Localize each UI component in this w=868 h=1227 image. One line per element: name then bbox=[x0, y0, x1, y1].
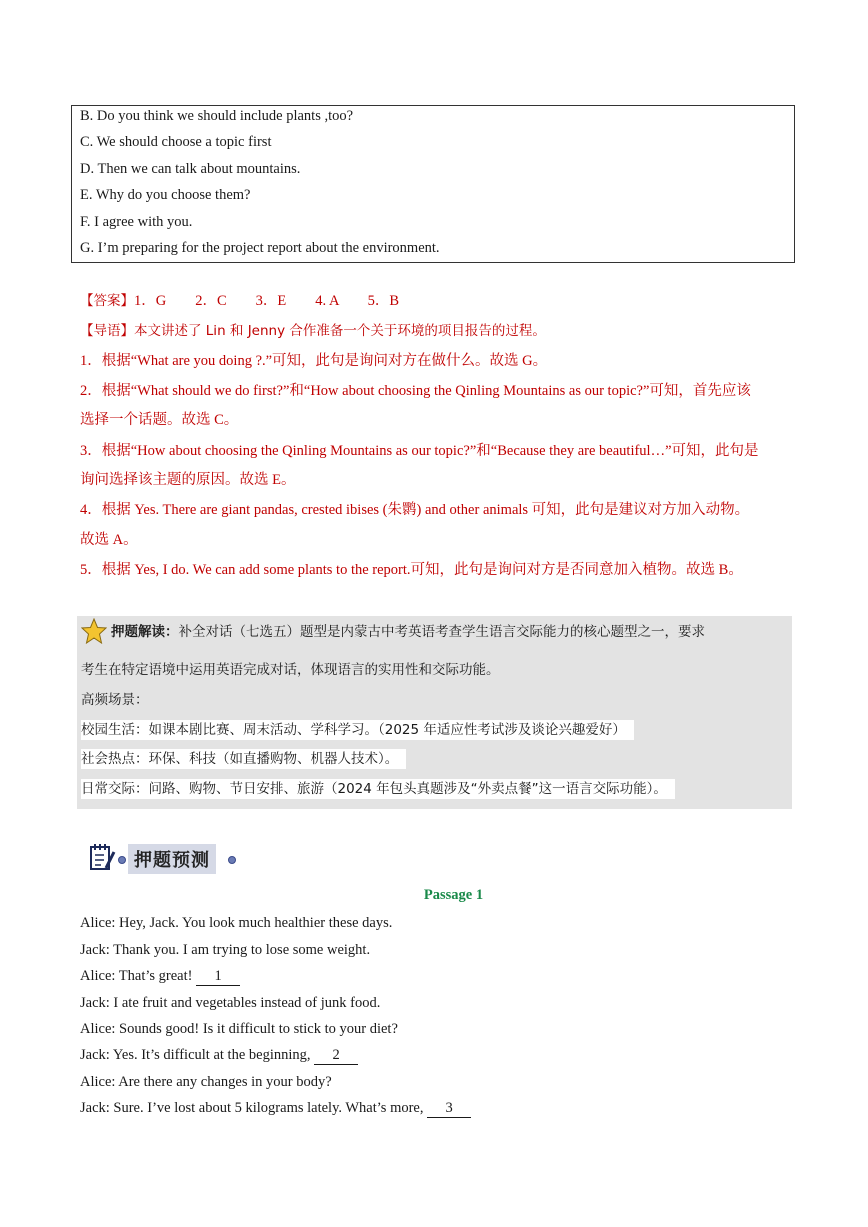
analysis-box bbox=[77, 616, 792, 809]
explanation-2-cont: 选择一个话题。故选 C。 bbox=[80, 412, 239, 428]
guide-line bbox=[80, 321, 546, 341]
blank-2[interactable]: 2 bbox=[314, 1046, 358, 1065]
dialogue-line: Alice: Sounds good! Is it difficult to stick to your diet? bbox=[80, 1021, 398, 1037]
prediction-label: 押题预测 bbox=[128, 844, 216, 874]
explanation-4: 4．根据 Yes. There are giant pandas, crested ibises (朱鹮) and other animals 可知，此句是建议对方加入动物。 bbox=[80, 502, 750, 518]
analysis-title: 押题解读： bbox=[111, 624, 179, 640]
guide-text: 本文讲述了 Lin 和 Jenny 合作准备一个关于环境的项目报告的过程。 bbox=[134, 323, 546, 339]
scene-social: 社会热点：环保、科技（如直播购物、机器人技术）。 bbox=[81, 749, 406, 769]
scene-campus: 校园生活：如课本剧比赛、周末活动、学科学习。（2025 年适应性考试涉及谈论兴趣爱好） bbox=[81, 720, 634, 740]
dialogue-line: Alice: Hey, Jack. You look much healthier these days. bbox=[80, 915, 393, 931]
answer-label: 【答案】 bbox=[80, 293, 134, 309]
option-g: G. I’m preparing for the project report about the environment. bbox=[80, 240, 440, 256]
explanation-1: 1．根据“What are you doing ?.”可知，此句是询问对方在做什么。故选 G。 bbox=[80, 353, 548, 369]
bullet-dot-left bbox=[118, 856, 126, 864]
scenes-label: 高频场景： bbox=[81, 692, 149, 708]
dialogue-line: Jack: Thank you. I am trying to lose some weight. bbox=[80, 942, 371, 958]
dialogue-line: Alice: That’s great! 1 bbox=[80, 967, 240, 986]
analysis-first-line bbox=[111, 622, 705, 642]
star-icon bbox=[81, 618, 107, 644]
options-box bbox=[71, 105, 795, 263]
blank-1[interactable]: 1 bbox=[196, 967, 240, 986]
guide-label: 【导语】 bbox=[80, 323, 134, 339]
notepad-icon bbox=[88, 842, 118, 872]
answer-items: 1．G 2．C 3．E 4. A 5．B bbox=[134, 293, 400, 309]
explanation-5: 5．根据 Yes, I do. We can add some plants to the report.可知，此句是询问对方是否同意加入植物。故选 B。 bbox=[80, 562, 743, 578]
dialogue-line: Alice: Are there any changes in your body? bbox=[80, 1074, 332, 1090]
answer-line bbox=[80, 291, 399, 311]
option-c: C. We should choose a topic first bbox=[80, 134, 272, 150]
blank-3[interactable]: 3 bbox=[427, 1099, 471, 1118]
option-b: B. Do you think we should include plants ,too? bbox=[80, 108, 354, 124]
analysis-second-line: 考生在特定语境中运用英语完成对话，体现语言的实用性和交际功能。 bbox=[81, 662, 500, 678]
dialogue-line: Jack: I ate fruit and vegetables instead of junk food. bbox=[80, 995, 381, 1011]
explanation-3: 3．根据“How about choosing the Qinling Mountains as our topic?”和“Because they are beautiful…”可知，此句是 bbox=[80, 443, 759, 459]
explanation-3-cont: 询问选择该主题的原因。故选 E。 bbox=[80, 472, 296, 488]
passage-title: Passage 1 bbox=[423, 887, 484, 903]
option-e: E. Why do you choose them? bbox=[80, 187, 251, 203]
dialogue-line: Jack: Sure. I’ve lost about 5 kilograms lately. What’s more, 3 bbox=[80, 1099, 471, 1118]
option-d: D. Then we can talk about mountains. bbox=[80, 161, 301, 177]
analysis-text: 补全对话（七选五）题型是内蒙古中考英语考查学生语言交际能力的核心题型之一，要求 bbox=[178, 624, 705, 640]
option-f: F. I agree with you. bbox=[80, 214, 193, 230]
explanation-4-cont: 故选 A。 bbox=[80, 532, 138, 548]
scene-daily: 日常交际：问路、购物、节日安排、旅游（2024 年包头真题涉及“外卖点餐”这一语言交际功能）。 bbox=[81, 779, 675, 799]
bullet-dot-right bbox=[228, 856, 236, 864]
dialogue-line: Jack: Yes. It’s difficult at the beginning, 2 bbox=[80, 1046, 358, 1065]
explanation-2: 2．根据“What should we do first?”和“How about choosing the Qinling Mountains as our topic?”可知，首先应该 bbox=[80, 383, 751, 399]
